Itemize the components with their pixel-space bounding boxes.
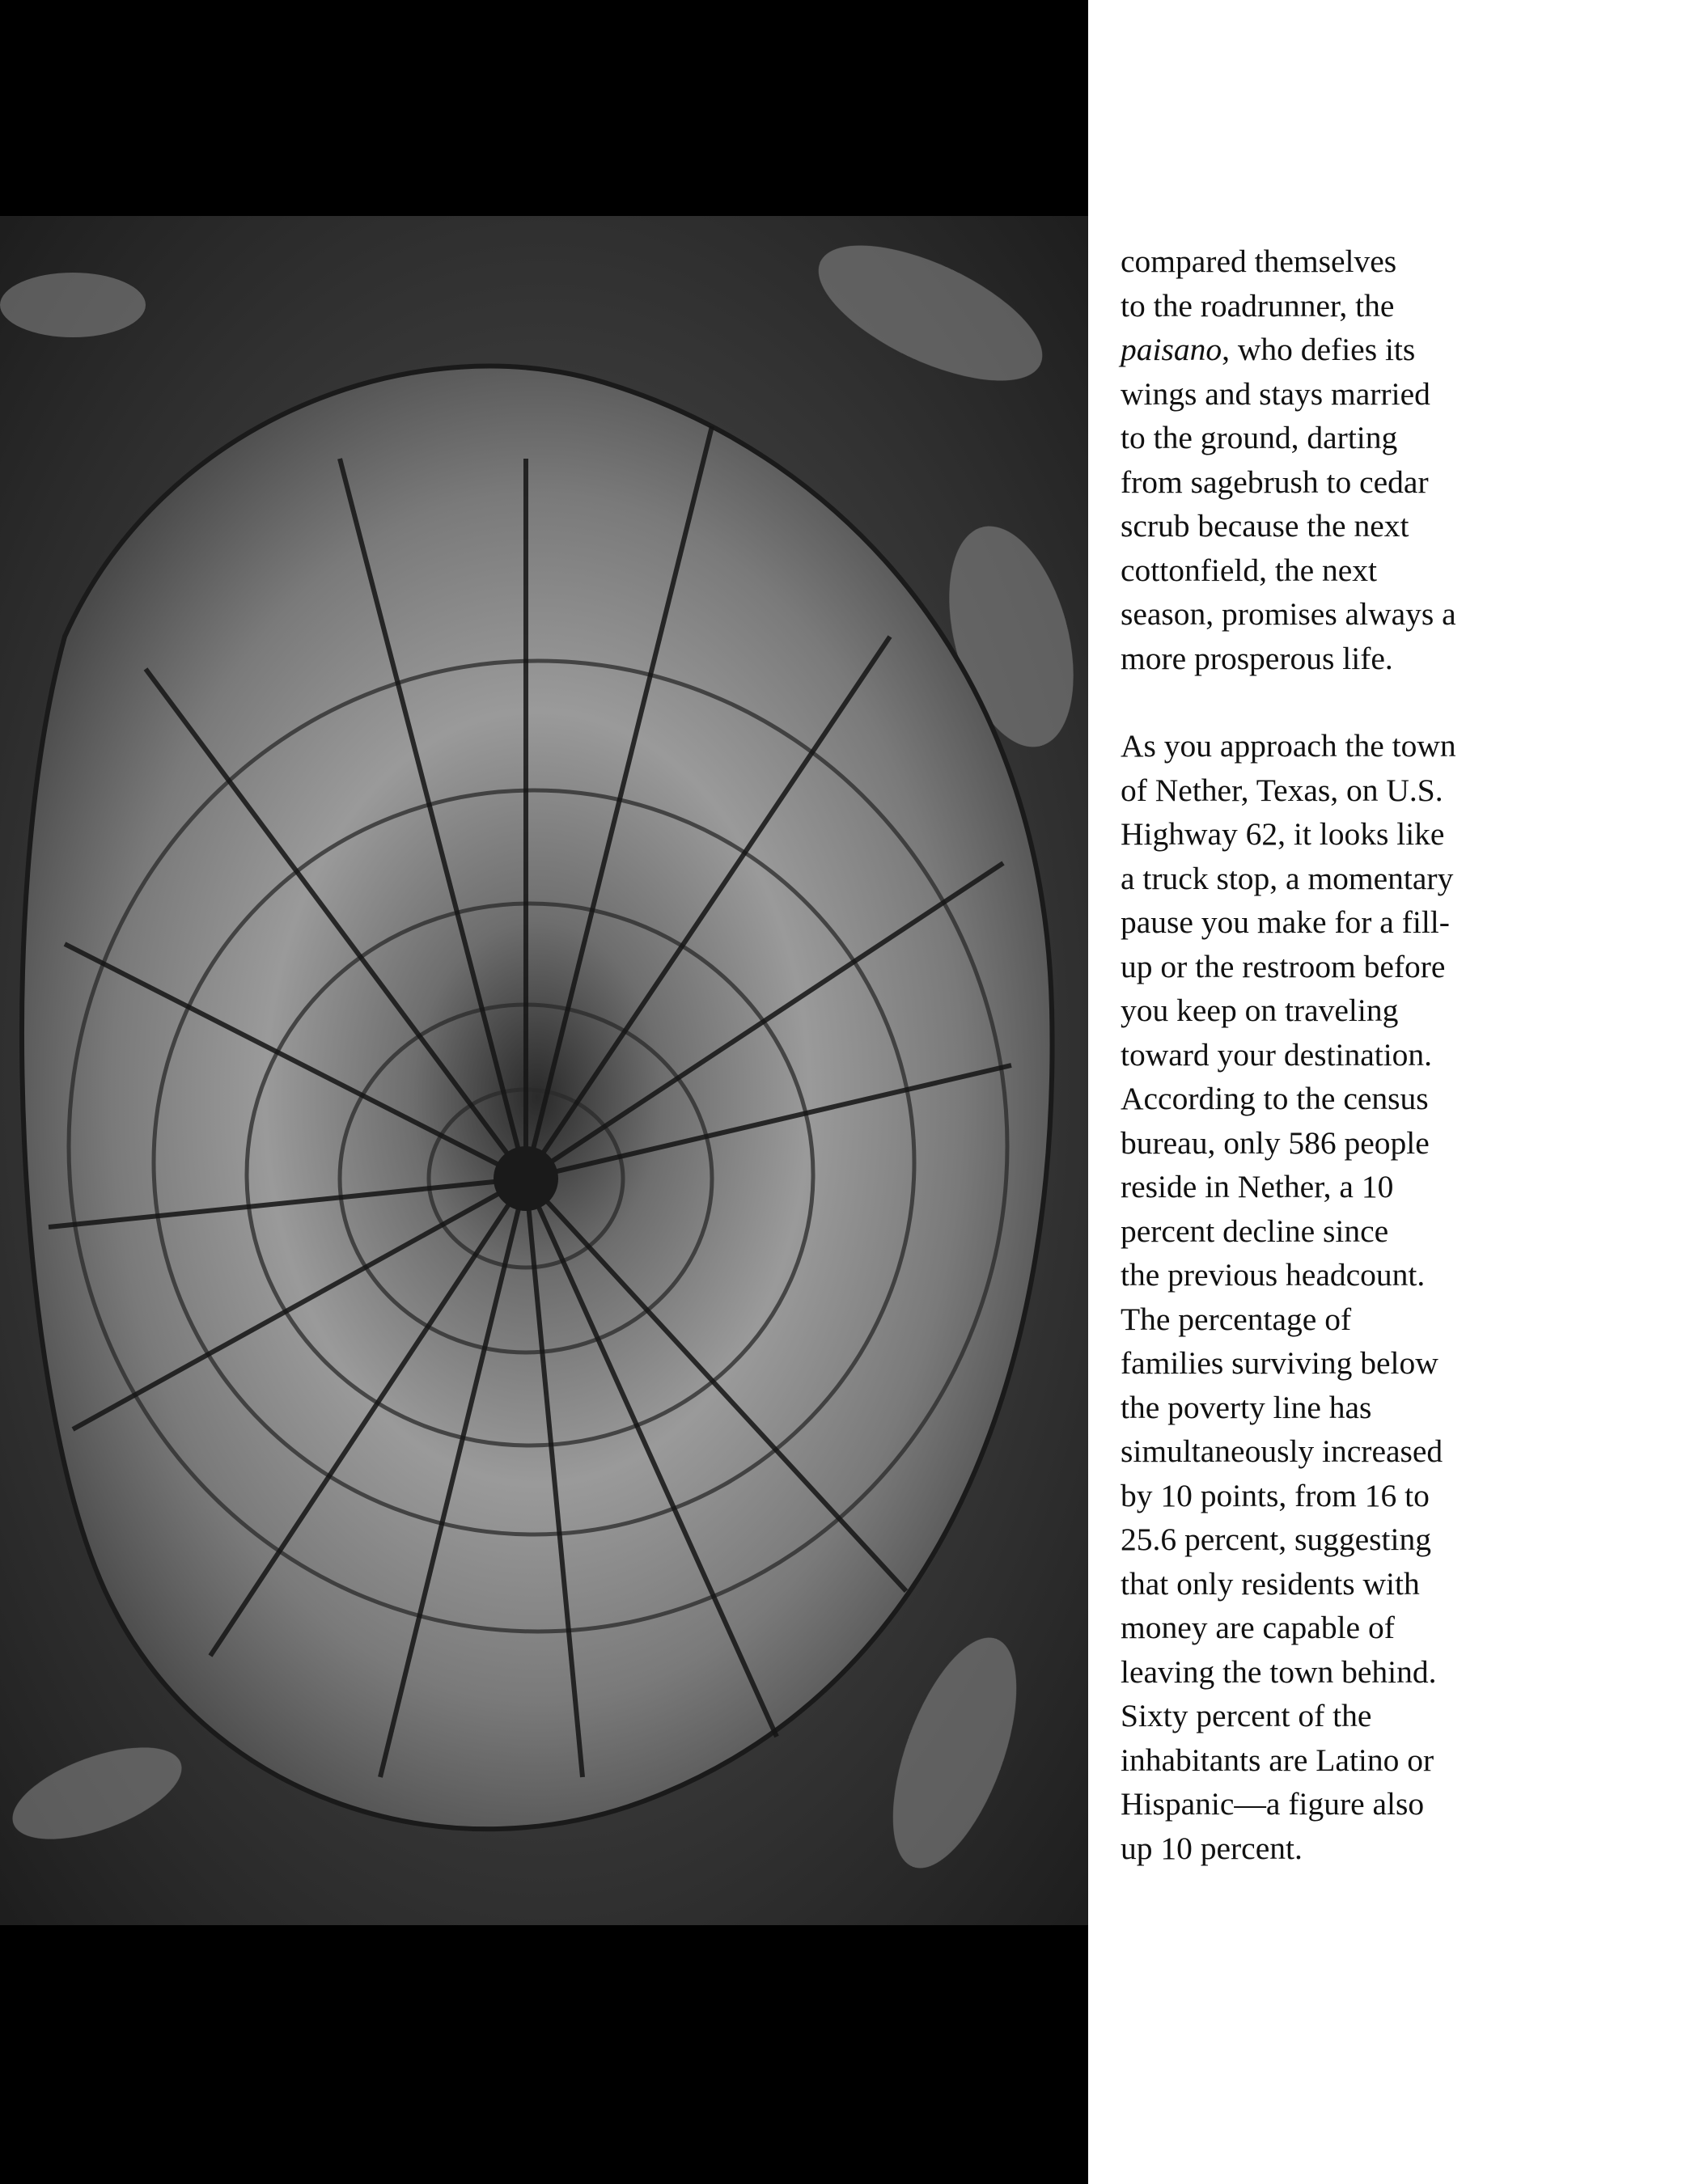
text-line: of Nether, Texas, on U.S. [1121,772,1443,808]
text-line: that only residents with [1121,1565,1420,1602]
text-line: reside in Nether, a 10 [1121,1169,1394,1204]
text-line: season, promises always a [1121,596,1456,632]
tree-stump-illustration [0,216,1088,1925]
text-line: Hispanic—a figure also [1121,1786,1425,1822]
text-line-rest: , who defies its [1222,332,1416,367]
text-line: a truck stop, a momentary [1121,860,1454,896]
text-line: bureau, only 586 people [1121,1124,1430,1161]
text-line: cottonfield, the next [1121,552,1378,588]
text-line: more prosperous life. [1121,640,1393,676]
tree-stump-photo [0,216,1088,1925]
text-line: families surviving below [1121,1345,1438,1381]
text-line: wings and stays married [1121,375,1430,412]
text-line: toward your destination. [1121,1036,1433,1073]
paragraph-roadrunner [1121,239,1671,680]
text-line: The percentage of [1121,1301,1352,1337]
text-line: by 10 points, from 16 to [1121,1477,1430,1513]
italic-word: paisano [1121,332,1222,367]
text-line: simultaneously increased [1121,1433,1443,1469]
text-line: to the roadrunner, the [1121,287,1395,324]
text-line: Sixty percent of the [1121,1698,1372,1733]
text-line: up or the restroom before [1121,948,1446,984]
text-line: pause you make for a fill- [1121,904,1450,940]
text-line: the poverty line has [1121,1389,1372,1425]
text-line: 25.6 percent, suggesting [1121,1522,1431,1557]
text-line: percent decline since [1121,1213,1389,1249]
text-line: compared themselves [1121,243,1397,279]
text-line: inhabitants are Latino or [1121,1742,1434,1778]
text-line: from sagebrush to cedar [1121,463,1429,500]
text-line: leaving the town behind. [1121,1653,1437,1690]
article-text [1121,239,1671,1870]
text-line: up 10 percent. [1121,1830,1303,1866]
text-line: the previous headcount. [1121,1257,1426,1293]
paragraph-nether [1121,724,1671,1870]
text-line: Highway 62, it looks like [1121,816,1445,852]
text-line: As you approach the town [1121,728,1456,764]
text-line [1121,328,1671,372]
text-line: scrub because the next [1121,508,1409,544]
text-line: money are capable of [1121,1610,1395,1645]
text-line: According to the census [1121,1081,1429,1116]
text-line: to the ground, darting [1121,420,1398,455]
text-line: you keep on traveling [1121,993,1399,1028]
